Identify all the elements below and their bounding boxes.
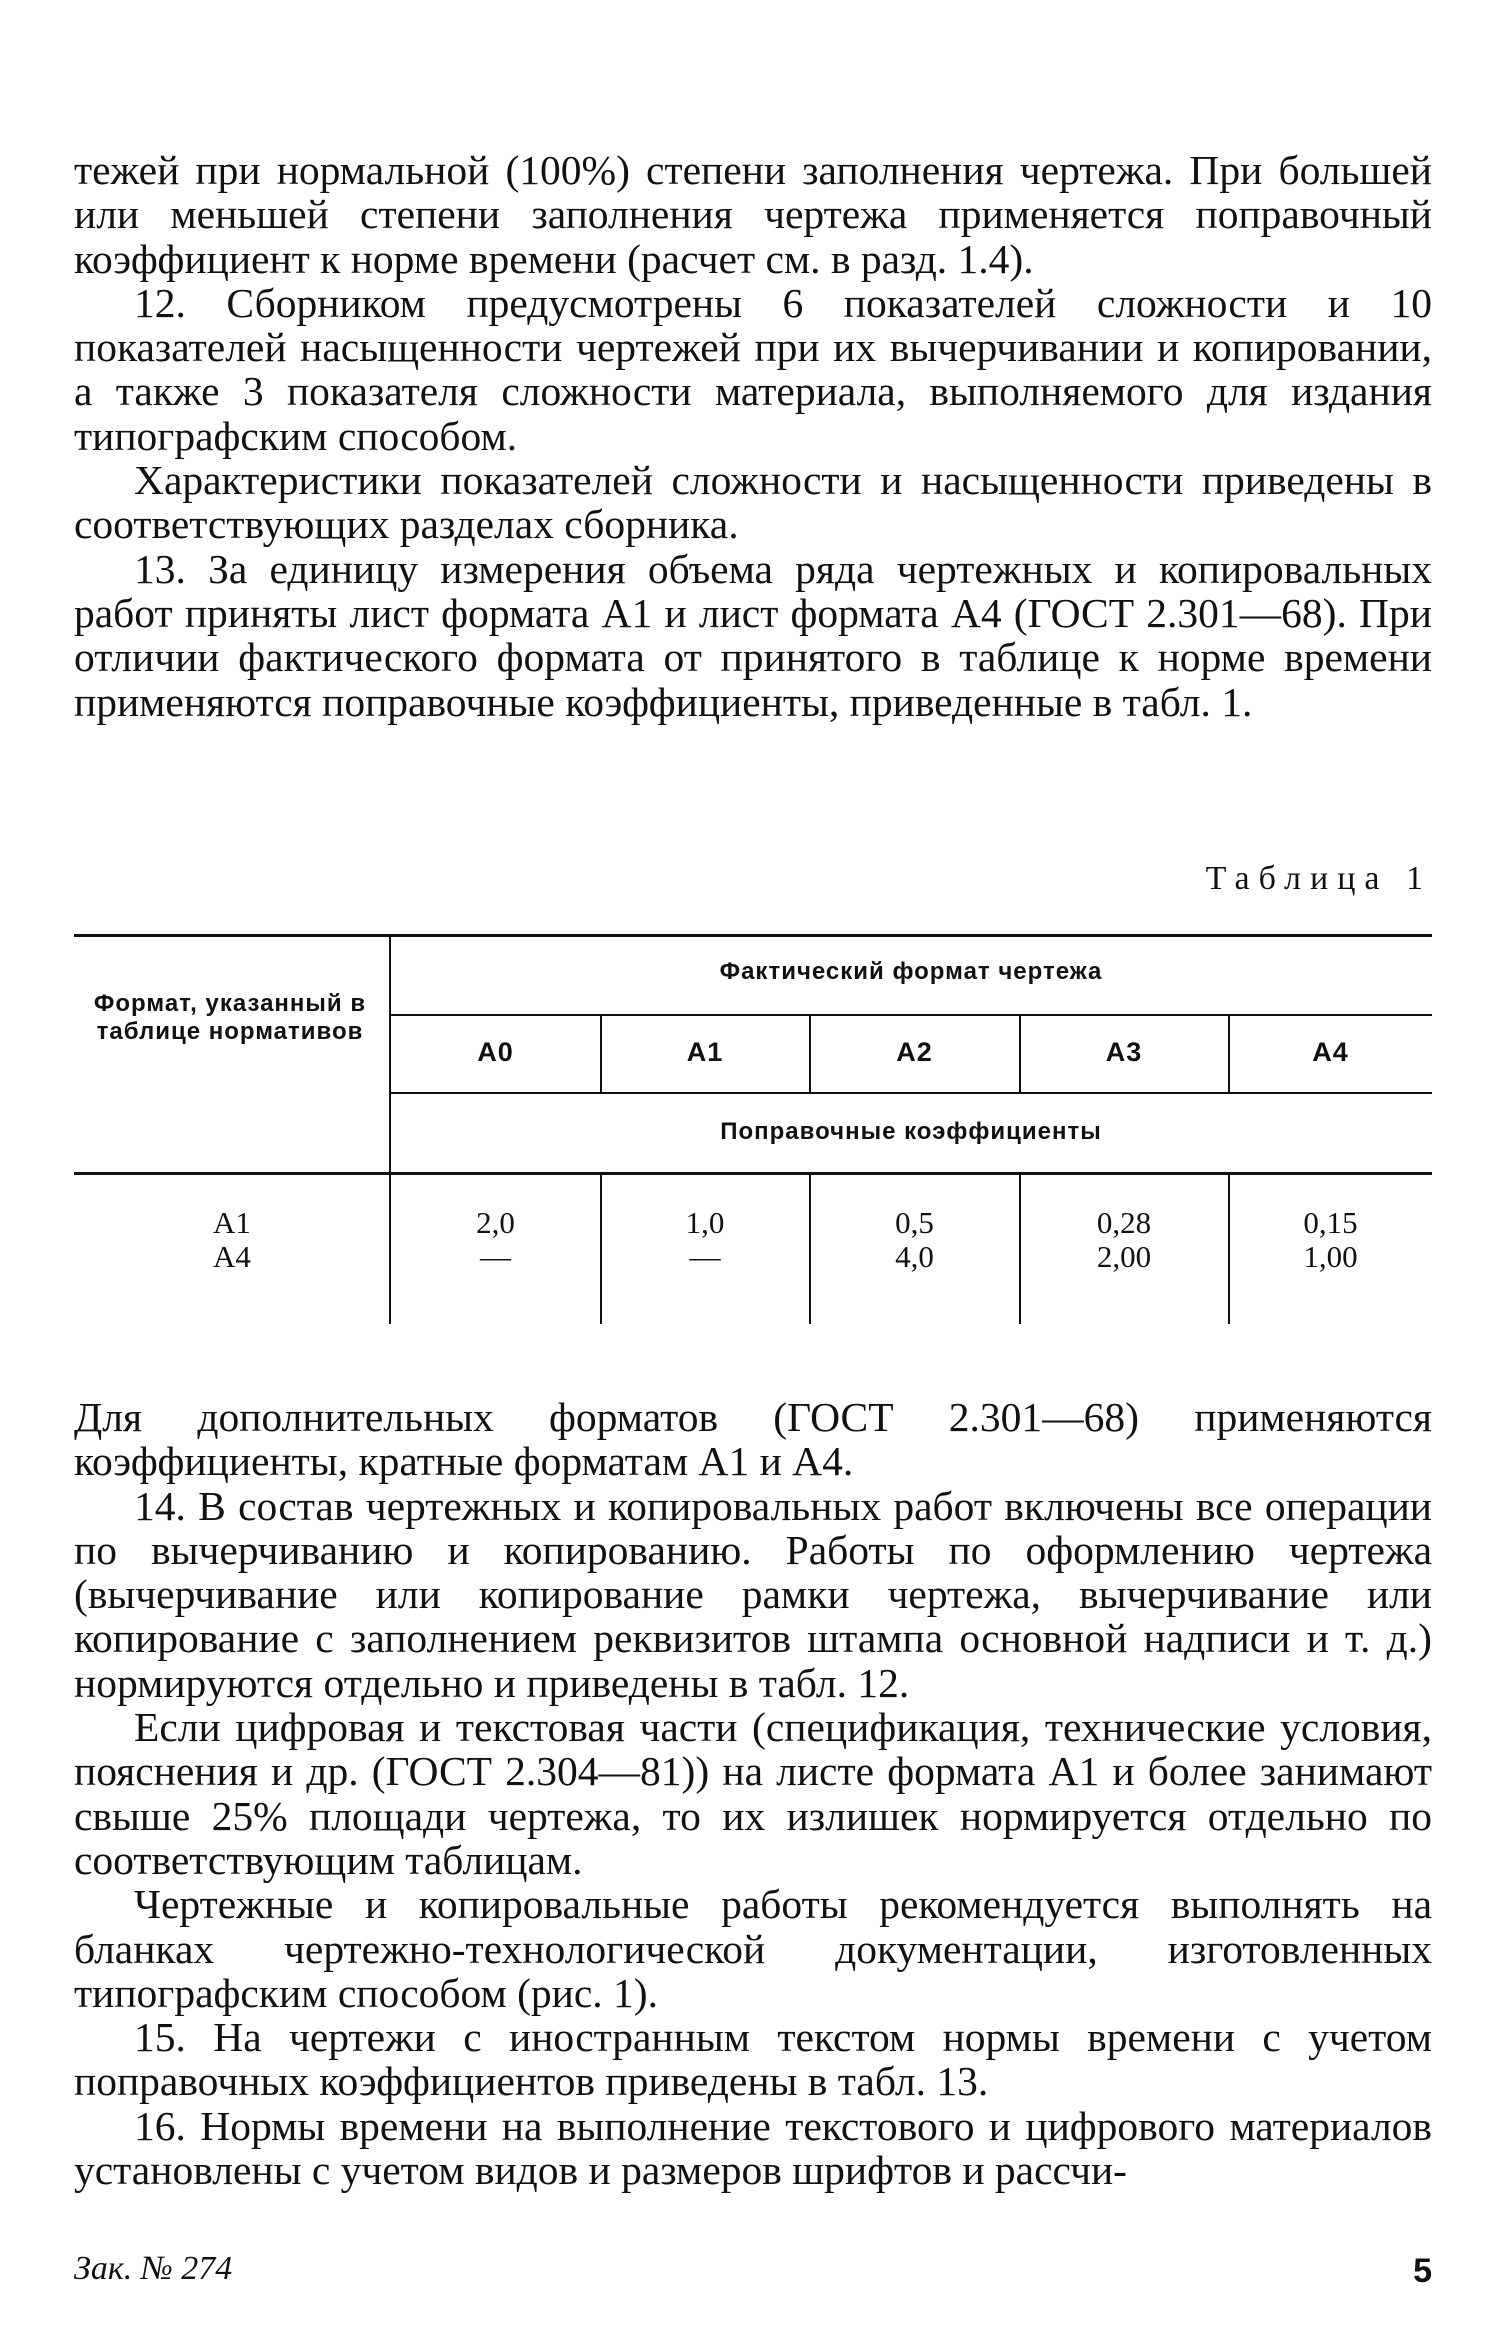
row-format-a4: А4 (213, 1239, 251, 1274)
bottom-text-block (74, 1395, 1432, 2192)
column-header-a1: А1 (686, 1037, 724, 1067)
coefficients-table (74, 934, 1432, 1324)
paragraph-13: 13. За единицу измерения объема ряда чертежных и копировальных работ приняты лист формата А1 и лист формата А4 (ГОСТ 2.301—68). При отличии фактического формата от принятого в таблице к норме времени применяются поправочные коэффициенты, приведенные в табл. 1. (74, 545, 1432, 725)
cell-a4-a0: — (480, 1239, 511, 1274)
row-header-cell: Формат, указанный в таблице нормативов (93, 990, 367, 1045)
paragraph-16: 16. Нормы времени на выполнение текстового и цифрового материалов установлены с учетом видов и размеров шрифтов и рассчи- (74, 2102, 1432, 2194)
cell-a4-a2: 4,0 (895, 1239, 934, 1274)
paragraph-14: 14. В состав чертежных и копировальных работ включены все операции по вычерчиванию и копированию. Работы по оформлению чертежа (вычерчивание или копирование рамки чертежа, вычерчивание или копирование с заполнением реквизитов штампа основной надписи и т. д.) нормируются отдельно и приведены в табл. 12. (74, 1482, 1432, 1706)
table-rule-group (390, 1014, 1432, 1016)
cell-a1-a2: 0,5 (895, 1205, 934, 1240)
row-format-a1: А1 (213, 1205, 251, 1240)
cell-a1-a1: 1,0 (685, 1205, 725, 1240)
paragraph-additional-formats: Для дополнительных форматов (ГОСТ 2.301—68) применяются коэффициенты, кратные форматам А1 и А4. (74, 1394, 1432, 1485)
cell-a1-a0: 2,0 (476, 1205, 515, 1240)
column-header-a2: А2 (896, 1037, 933, 1067)
order-number: Зак. № 274 (74, 2250, 233, 2287)
paragraph-digital-text: Если цифровая и текстовая части (спецификация, технические условия, пояснения и др. (ГОСТ 2.304—81)) на листе формата А1 и более занимают свыше 25% площади чертежа, то их излишек нормируется отдельно по соответствующим таблицам. (74, 1704, 1432, 1883)
column-header-a0: А0 (477, 1037, 514, 1067)
page-number: 5 (1413, 2252, 1432, 2290)
table-title: Таблица 1 (1205, 860, 1432, 897)
cell-a4-a4: 1,00 (1303, 1239, 1358, 1274)
cell-a1-a3: 0,28 (1096, 1205, 1152, 1240)
subheader-cell: Поправочные коэффициенты (720, 1118, 1102, 1145)
cell-a4-a3: 2,00 (1096, 1239, 1152, 1274)
paragraph-characteristics: Характеристики показателей сложности и насыщенности приведены в соответствующих разделах сборника. (74, 457, 1432, 548)
table-rule-columns (390, 1092, 1432, 1094)
group-header-cell: Фактический формат чертежа (719, 958, 1103, 985)
paragraph-15: 15. На чертежи с иностранным текстом нормы времени с учетом поправочных коэффициентов приведены в табл. 13. (74, 2014, 1432, 2105)
paragraph-forms: Чертежные и копировальные работы рекомендуется выполнять на бланках чертежно-технологической документации, изготовленных типографским способом (рис. 1). (74, 1881, 1432, 2016)
paragraph-continuation: тежей при нормальной (100%) степени заполнения чертежа. При большей или меньшей степени заполнения чертежа применяется поправочный коэффициент к норме времени (расчет см. в разд. 1.4). (74, 147, 1432, 282)
cell-a4-a1: — (689, 1239, 721, 1274)
top-text-block (74, 148, 1432, 724)
column-header-a4: А4 (1312, 1037, 1349, 1067)
column-header-a3: А3 (1105, 1037, 1143, 1067)
table-top-rule (74, 934, 1432, 937)
cell-a1-a4: 0,15 (1303, 1205, 1358, 1240)
paragraph-12: 12. Сборником предусмотрены 6 показателей сложности и 10 показателей насыщенности чертежей при их вычерчивании и копировании, а также 3 показателя сложности материала, выполняемого для издания типографским способом. (74, 279, 1432, 459)
